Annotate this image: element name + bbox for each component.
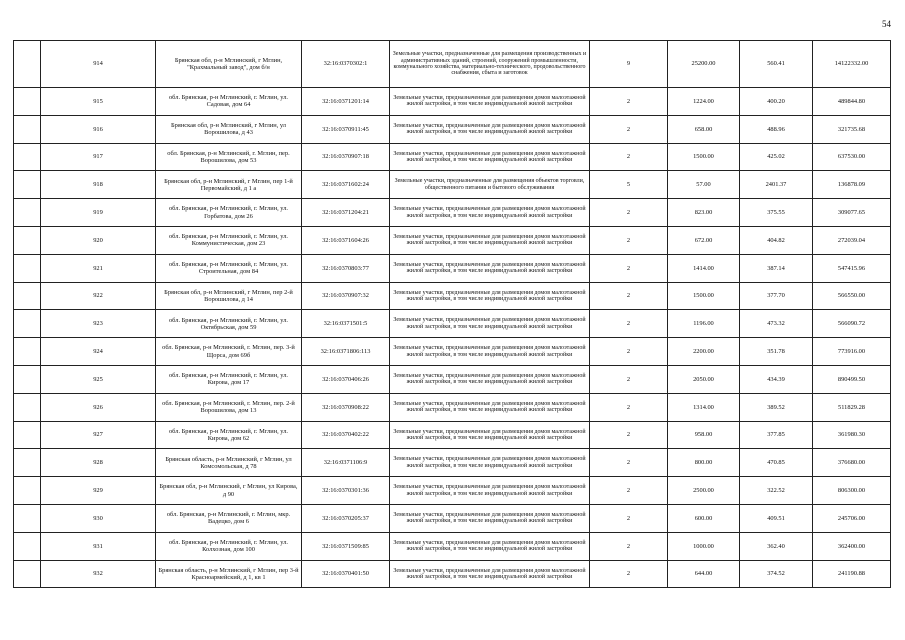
address-cell: обл. Брянская, р-н Мглинский, г. Мглин, ул. Колхозная, дом 100 <box>156 532 302 560</box>
land-purpose-cell: Земельные участки, предназначенные для размещения домов малоэтажной жилой застройки, в том числе индивидуальной жилой застройки <box>390 393 590 421</box>
cadastral-number-cell: 32:16:0370803:77 <box>302 254 390 282</box>
cadastral-value-cell: 566090.72 <box>813 310 891 338</box>
empty-cell <box>14 282 41 310</box>
address-cell: обл. Брянская, р-н Мглинский, г. Мглин, пер. 2-й Ворошилова, дом 13 <box>156 393 302 421</box>
group-cell: 2 <box>590 393 668 421</box>
cadastral-value-cell: 309077.65 <box>813 199 891 227</box>
row-number-cell: 928 <box>41 449 156 477</box>
cadastral-value-cell: 511829.28 <box>813 393 891 421</box>
specific-value-cell: 470.85 <box>740 449 813 477</box>
group-cell: 2 <box>590 143 668 171</box>
row-number-cell: 918 <box>41 171 156 199</box>
land-purpose-cell: Земельные участки, предназначенные для размещения домов малоэтажной жилой застройки, в том числе индивидуальной жилой застройки <box>390 310 590 338</box>
group-cell: 2 <box>590 477 668 505</box>
specific-value-cell: 362.40 <box>740 532 813 560</box>
group-cell: 2 <box>590 254 668 282</box>
specific-value-cell: 400.20 <box>740 88 813 116</box>
area-cell: 800.00 <box>668 449 740 477</box>
group-cell: 2 <box>590 532 668 560</box>
area-cell: 823.00 <box>668 199 740 227</box>
empty-cell <box>14 41 41 88</box>
table-row <box>14 254 891 282</box>
row-number-cell: 927 <box>41 421 156 449</box>
cadastral-value-cell: 361980.30 <box>813 421 891 449</box>
group-cell: 5 <box>590 171 668 199</box>
land-purpose-cell: Земельные участки, предназначенные для размещения домов малоэтажной жилой застройки, в том числе индивидуальной жилой застройки <box>390 449 590 477</box>
address-cell: Брянская обл, р-н Мглинский, г Мглин, "Крахмальный завод", дом б/н <box>156 41 302 88</box>
cadastral-number-cell: 32:16:0370406:26 <box>302 365 390 393</box>
address-cell: обл. Брянская, р-н Мглинский, г. Мглин, ул. Садовая, дом 64 <box>156 88 302 116</box>
group-cell: 2 <box>590 226 668 254</box>
address-cell: Брянская обл, р-н Мглинский, г Мглин, ул Ворошилова, д 43 <box>156 115 302 143</box>
specific-value-cell: 389.52 <box>740 393 813 421</box>
address-cell: Брянская область, р-н Мглинский, г Мглин, пер 3-й Красноармейский, д 1, кв 1 <box>156 560 302 588</box>
cadastral-value-cell: 14122332.00 <box>813 41 891 88</box>
land-purpose-cell: Земельные участки, предназначенные для размещения объектов торговли, общественного питания и бытового обслуживания <box>390 171 590 199</box>
area-cell: 57.00 <box>668 171 740 199</box>
specific-value-cell: 322.52 <box>740 477 813 505</box>
empty-cell <box>14 365 41 393</box>
empty-cell <box>14 115 41 143</box>
address-cell: Брянская обл, р-н Мглинский, г Мглин, пер 2-й Ворошилова, д 14 <box>156 282 302 310</box>
table-row <box>14 171 891 199</box>
area-cell: 600.00 <box>668 504 740 532</box>
specific-value-cell: 351.78 <box>740 338 813 366</box>
row-number-cell: 926 <box>41 393 156 421</box>
area-cell: 2500.00 <box>668 477 740 505</box>
cadastral-value-cell: 547415.96 <box>813 254 891 282</box>
group-cell: 2 <box>590 504 668 532</box>
cadastral-number-cell: 32:16:0371201:14 <box>302 88 390 116</box>
land-purpose-cell: Земельные участки, предназначенные для размещения домов малоэтажной жилой застройки, в том числе индивидуальной жилой застройки <box>390 532 590 560</box>
cadastral-number-cell: 32:16:0371106:9 <box>302 449 390 477</box>
area-cell: 958.00 <box>668 421 740 449</box>
group-cell: 2 <box>590 421 668 449</box>
cadastral-value-cell: 136878.09 <box>813 171 891 199</box>
table-row <box>14 226 891 254</box>
table-row <box>14 282 891 310</box>
cadastral-number-cell: 32:16:0370301:36 <box>302 477 390 505</box>
table-row <box>14 449 891 477</box>
cadastral-number-cell: 32:16:0371501:5 <box>302 310 390 338</box>
address-cell: обл. Брянская, р-н Мглинский, г. Мглин, ул. Коммунистическая, дом 23 <box>156 226 302 254</box>
address-cell: обл. Брянская, р-н Мглинский, г. Мглин, ул. Кирова, дом 17 <box>156 365 302 393</box>
row-number-cell: 920 <box>41 226 156 254</box>
row-number-cell: 924 <box>41 338 156 366</box>
table-row <box>14 532 891 560</box>
group-cell: 2 <box>590 560 668 588</box>
cadastral-value-cell: 890499.50 <box>813 365 891 393</box>
area-cell: 658.00 <box>668 115 740 143</box>
row-number-cell: 930 <box>41 504 156 532</box>
empty-cell <box>14 88 41 116</box>
table-row <box>14 560 891 588</box>
cadastral-value-cell: 806300.00 <box>813 477 891 505</box>
empty-cell <box>14 310 41 338</box>
group-cell: 2 <box>590 282 668 310</box>
row-number-cell: 923 <box>41 310 156 338</box>
area-cell: 1000.00 <box>668 532 740 560</box>
table-row <box>14 199 891 227</box>
table-row <box>14 310 891 338</box>
row-number-cell: 917 <box>41 143 156 171</box>
group-cell: 2 <box>590 365 668 393</box>
table-row <box>14 365 891 393</box>
specific-value-cell: 409.51 <box>740 504 813 532</box>
cadastral-number-cell: 32:16:0370401:50 <box>302 560 390 588</box>
empty-cell <box>14 421 41 449</box>
cadastral-value-cell: 272039.04 <box>813 226 891 254</box>
empty-cell <box>14 477 41 505</box>
row-number-cell: 932 <box>41 560 156 588</box>
group-cell: 9 <box>590 41 668 88</box>
address-cell: обл. Брянская, р-н Мглинский, г. Мглин, ул. Октябрьская, дом 59 <box>156 310 302 338</box>
empty-cell <box>14 449 41 477</box>
table-row <box>14 41 891 88</box>
empty-cell <box>14 199 41 227</box>
cadastral-number-cell: 32:16:0370205:37 <box>302 504 390 532</box>
specific-value-cell: 377.85 <box>740 421 813 449</box>
table-row <box>14 115 891 143</box>
land-purpose-cell: Земельные участки, предназначенные для размещения домов малоэтажной жилой застройки, в том числе индивидуальной жилой застройки <box>390 199 590 227</box>
row-number-cell: 921 <box>41 254 156 282</box>
cadastral-number-cell: 32:16:0371509:85 <box>302 532 390 560</box>
cadastral-number-cell: 32:16:0370908:22 <box>302 393 390 421</box>
land-purpose-cell: Земельные участки, предназначенные для размещения домов малоэтажной жилой застройки, в том числе индивидуальной жилой застройки <box>390 365 590 393</box>
row-number-cell: 915 <box>41 88 156 116</box>
specific-value-cell: 404.82 <box>740 226 813 254</box>
cadastral-value-cell: 241190.88 <box>813 560 891 588</box>
row-number-cell: 922 <box>41 282 156 310</box>
land-purpose-cell: Земельные участки, предназначенные для размещения домов малоэтажной жилой застройки, в том числе индивидуальной жилой застройки <box>390 504 590 532</box>
area-cell: 1224.00 <box>668 88 740 116</box>
specific-value-cell: 387.14 <box>740 254 813 282</box>
cadastral-value-cell: 489844.80 <box>813 88 891 116</box>
specific-value-cell: 2401.37 <box>740 171 813 199</box>
empty-cell <box>14 393 41 421</box>
address-cell: обл. Брянская, р-н Мглинский, г. Мглин, ул. Кирова, дом 62 <box>156 421 302 449</box>
cadastral-value-cell: 362400.00 <box>813 532 891 560</box>
address-cell: Брянская область, р-н Мглинский, г Мглин, ул Комсомольская, д 78 <box>156 449 302 477</box>
area-cell: 1196.00 <box>668 310 740 338</box>
table-body <box>14 41 891 588</box>
empty-cell <box>14 226 41 254</box>
land-purpose-cell: Земельные участки, предназначенные для размещения домов малоэтажной жилой застройки, в том числе индивидуальной жилой застройки <box>390 88 590 116</box>
cadastral-number-cell: 32:16:0370911:45 <box>302 115 390 143</box>
row-number-cell: 916 <box>41 115 156 143</box>
land-purpose-cell: Земельные участки, предназначенные для размещения домов малоэтажной жилой застройки, в том числе индивидуальной жилой застройки <box>390 254 590 282</box>
cadastral-value-cell: 376680.00 <box>813 449 891 477</box>
address-cell: обл. Брянская, р-н Мглинский, г. Мглин, пер. 3-й Щорса, дом 69б <box>156 338 302 366</box>
specific-value-cell: 374.52 <box>740 560 813 588</box>
empty-cell <box>14 532 41 560</box>
table-row <box>14 88 891 116</box>
group-cell: 2 <box>590 199 668 227</box>
specific-value-cell: 473.32 <box>740 310 813 338</box>
address-cell: Брянская обл, р-н Мглинский, г Мглин, ул Кирова, д 90 <box>156 477 302 505</box>
specific-value-cell: 377.70 <box>740 282 813 310</box>
land-purpose-cell: Земельные участки, предназначенные для размещения домов малоэтажной жилой застройки, в том числе индивидуальной жилой застройки <box>390 421 590 449</box>
specific-value-cell: 488.96 <box>740 115 813 143</box>
cadastral-value-cell: 245706.00 <box>813 504 891 532</box>
empty-cell <box>14 560 41 588</box>
cadastral-number-cell: 32:16:0370402:22 <box>302 421 390 449</box>
empty-cell <box>14 504 41 532</box>
table-row <box>14 504 891 532</box>
cadastral-value-cell: 773916.00 <box>813 338 891 366</box>
specific-value-cell: 560.41 <box>740 41 813 88</box>
empty-cell <box>14 254 41 282</box>
cadastral-number-cell: 32:16:0371204:21 <box>302 199 390 227</box>
group-cell: 2 <box>590 338 668 366</box>
cadastral-number-cell: 32:16:0371602:24 <box>302 171 390 199</box>
group-cell: 2 <box>590 449 668 477</box>
cadastral-number-cell: 32:16:0371806:113 <box>302 338 390 366</box>
area-cell: 2050.00 <box>668 365 740 393</box>
group-cell: 2 <box>590 310 668 338</box>
row-number-cell: 931 <box>41 532 156 560</box>
address-cell: обл. Брянская, р-н Мглинский, г. Мглин, ул. Горбатова, дом 26 <box>156 199 302 227</box>
table-row <box>14 338 891 366</box>
row-number-cell: 929 <box>41 477 156 505</box>
empty-cell <box>14 143 41 171</box>
cadastral-value-cell: 321735.68 <box>813 115 891 143</box>
land-purpose-cell: Земельные участки, предназначенные для размещения домов малоэтажной жилой застройки, в том числе индивидуальной жилой застройки <box>390 560 590 588</box>
address-cell: обл. Брянская, р-н Мглинский, г. Мглин, ул. Строительная, дом 84 <box>156 254 302 282</box>
land-purpose-cell: Земельные участки, предназначенные для размещения домов малоэтажной жилой застройки, в том числе индивидуальной жилой застройки <box>390 282 590 310</box>
table-row <box>14 143 891 171</box>
group-cell: 2 <box>590 88 668 116</box>
specific-value-cell: 375.55 <box>740 199 813 227</box>
cadastral-value-cell: 637530.00 <box>813 143 891 171</box>
address-cell: обл. Брянская, р-н Мглинский, г. Мглин, мкр. Вадецко, дом 6 <box>156 504 302 532</box>
cadastral-number-cell: 32:16:0370907:18 <box>302 143 390 171</box>
land-purpose-cell: Земельные участки, предназначенные для размещения домов малоэтажной жилой застройки, в том числе индивидуальной жилой застройки <box>390 338 590 366</box>
area-cell: 672.00 <box>668 226 740 254</box>
cadastral-number-cell: 32:16:0371604:26 <box>302 226 390 254</box>
page-number: 54 <box>882 19 891 29</box>
cadastral-number-cell: 32:16:0370907:32 <box>302 282 390 310</box>
area-cell: 1500.00 <box>668 143 740 171</box>
row-number-cell: 914 <box>41 41 156 88</box>
address-cell: обл. Брянская, р-н Мглинский, г. Мглин, пер. Ворошилова, дом 53 <box>156 143 302 171</box>
area-cell: 644.00 <box>668 560 740 588</box>
empty-cell <box>14 338 41 366</box>
area-cell: 1414.00 <box>668 254 740 282</box>
area-cell: 1500.00 <box>668 282 740 310</box>
empty-cell <box>14 171 41 199</box>
row-number-cell: 925 <box>41 365 156 393</box>
table-row <box>14 477 891 505</box>
address-cell: Брянская обл, р-н Мглинский, г Мглин, пер 1-й Первомайский, д 1 а <box>156 171 302 199</box>
table-row <box>14 421 891 449</box>
specific-value-cell: 434.39 <box>740 365 813 393</box>
land-purpose-cell: Земельные участки, предназначенные для размещения домов малоэтажной жилой застройки, в том числе индивидуальной жилой застройки <box>390 115 590 143</box>
specific-value-cell: 425.02 <box>740 143 813 171</box>
cadastral-number-cell: 32:16:0370302:1 <box>302 41 390 88</box>
area-cell: 2200.00 <box>668 338 740 366</box>
land-purpose-cell: Земельные участки, предназначенные для размещения домов малоэтажной жилой застройки, в том числе индивидуальной жилой застройки <box>390 477 590 505</box>
group-cell: 2 <box>590 115 668 143</box>
cadastral-value-cell: 566550.00 <box>813 282 891 310</box>
row-number-cell: 919 <box>41 199 156 227</box>
table-row <box>14 393 891 421</box>
area-cell: 25200.00 <box>668 41 740 88</box>
land-purpose-cell: Земельные участки, предназначенные для размещения производственных и административных зданий, строений, сооружений промышленности, коммунального хозяйства, материально-технического, продовольственного снабжения, сбыта и заготовок <box>390 41 590 88</box>
land-purpose-cell: Земельные участки, предназначенные для размещения домов малоэтажной жилой застройки, в том числе индивидуальной жилой застройки <box>390 226 590 254</box>
land-registry-table <box>13 40 891 588</box>
land-purpose-cell: Земельные участки, предназначенные для размещения домов малоэтажной жилой застройки, в том числе индивидуальной жилой застройки <box>390 143 590 171</box>
area-cell: 1314.00 <box>668 393 740 421</box>
